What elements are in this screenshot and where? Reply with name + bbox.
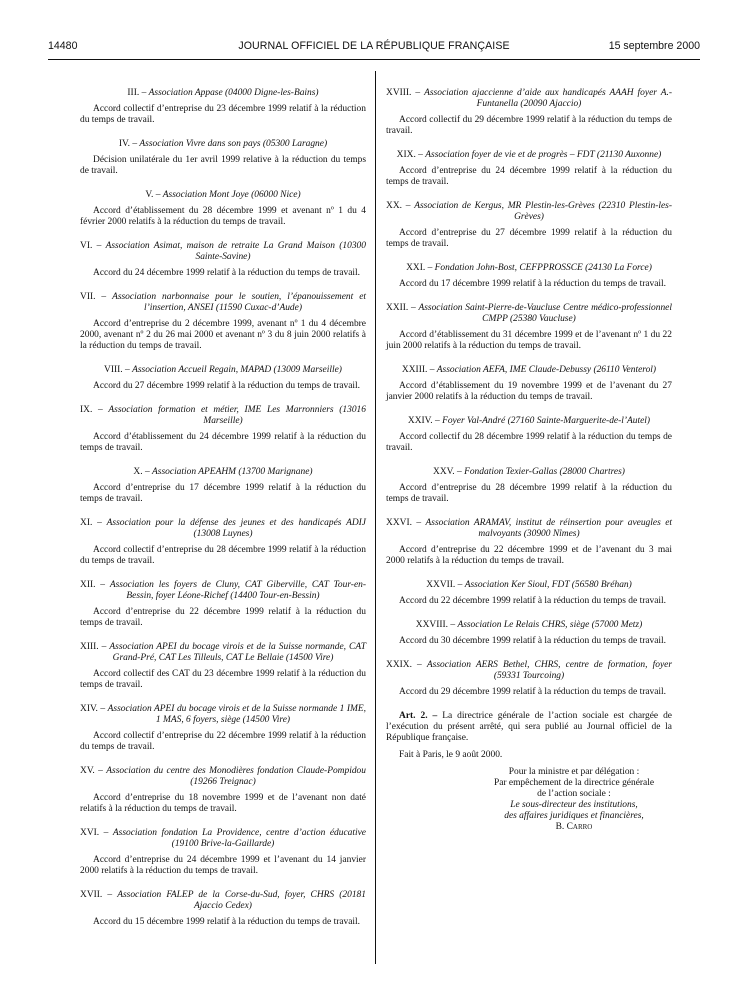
- entry-text: Accord du 17 décembre 1999 relatif à la réduction du temps de travail.: [399, 279, 667, 289]
- signature-line-3: de l’action sociale :: [537, 789, 611, 799]
- entry-text: Accord collectif d’entreprise du 28 décembre 1999 relatif à la réduction du temps de travail.: [80, 545, 366, 566]
- entry-number: III.: [127, 88, 140, 98]
- entry-text: Accord d’entreprise du 24 décembre 1999 relatif à la réduction du temps de travail.: [386, 166, 672, 187]
- entry-text: Accord d’entreprise du 17 décembre 1999 relatif à la réduction du temps de travail.: [80, 483, 366, 504]
- entry-heading: XIX. – Association foyer de vie et de progrès – FDT (21130 Auxonne): [396, 150, 662, 160]
- signature-block: [476, 767, 672, 833]
- entry-heading: XXII. – Association Saint-Pierre-de-Vaucluse Centre médico-professionnel CMPP (25380 Vaucluse): [386, 303, 672, 324]
- article-2-label: Art. 2. –: [399, 711, 438, 721]
- signature-line-4: Le sous-directeur des institutions,: [510, 800, 638, 810]
- entry-organisation: Association Le Relais CHRS, siège (57000 Metz): [457, 620, 643, 630]
- entry-number: XXV.: [433, 467, 455, 477]
- entry-heading: XIV. – Association APEI du bocage virois et de la Suisse normande 1 IME, 1 MAS, 6 foyers, siège (14500 Vire): [80, 704, 367, 725]
- entry-organisation: Association FALEP de la Corse-du-Sud, foyer, CHRS (20181 Ajaccio Cedex): [117, 890, 366, 911]
- entry-organisation: Association ajaccienne d’aide aux handicapés AAAH foyer A.-Funtanella (20090 Ajaccio): [424, 88, 673, 109]
- entry-text: Accord du 22 décembre 1999 relatif à la réduction du temps de travail.: [399, 596, 667, 606]
- decision-entry: [80, 467, 366, 505]
- entry-heading: IX. – Association formation et métier, IME Les Marronniers (13016 Marseille): [80, 405, 366, 426]
- decision-entry: [80, 580, 366, 629]
- running-header: [48, 40, 700, 56]
- entry-number: V.: [145, 190, 154, 200]
- entry-heading: XXVII. – Association Ker Sioul, FDT (56580 Bréhan): [426, 580, 632, 590]
- entry-number: XXII.: [386, 303, 409, 313]
- entry-text: Accord d’entreprise du 24 décembre 1999 et l’avenant du 14 janvier 2000 relatifs à la réduction du temps de travail.: [80, 855, 366, 876]
- entry-heading: XVIII. – Association ajaccienne d’aide aux handicapés AAAH foyer A.-Funtanella (20090 Ajaccio): [386, 88, 673, 109]
- entry-heading: VI. – Association Asimat, maison de retraite La Grand Maison (10300 Sainte-Savine): [80, 241, 366, 262]
- entry-organisation: Association Saint-Pierre-de-Vaucluse Centre médico-professionnel CMPP (25380 Vaucluse): [418, 303, 672, 324]
- entry-organisation: Association narbonnaise pour le soutien, l’épanouissement et l’insertion, ANSEI (11590 Cuxac-d’Aude): [112, 292, 367, 313]
- entry-heading: III. – Association Appase (04000 Digne-les-Bains): [127, 88, 319, 98]
- entry-number: XI.: [80, 518, 93, 528]
- entry-organisation: Association fondation La Providence, centre d’action éducative (19100 Brive-la-Gaillarde): [112, 828, 366, 849]
- decision-entry: [386, 88, 672, 137]
- decision-entry: [80, 642, 366, 691]
- entry-heading: XXVI. – Association ARAMAV, institut de réinsertion pour aveugles et malvoyants (30900 Nîmes): [386, 518, 673, 539]
- entry-number: IV.: [118, 139, 130, 149]
- entry-number: XXVIII.: [415, 620, 448, 630]
- signature-line-2: Par empêchement de la directrice générale: [493, 778, 655, 788]
- entry-heading: XIII. – Association APEI du bocage virois et de la Suisse normande, CAT Grand-Pré, CAT Les Tilleuls, CAT Le Bellaie (14500 Vire): [80, 642, 366, 663]
- decision-entry: [386, 467, 672, 505]
- header-rule: [48, 59, 700, 60]
- entry-organisation: Association Asimat, maison de retraite La Grand Maison (10300 Sainte-Savine): [105, 241, 366, 262]
- entry-text: Accord d’établissement du 24 décembre 1999 relatif à la réduction du temps de travail.: [80, 432, 366, 453]
- entry-organisation: Association APEI du bocage virois et de la Suisse normande, CAT Grand-Pré, CAT Les Tilleuls, CAT Le Bellaie (14500 Vire): [109, 642, 366, 663]
- entry-number: XX.: [386, 201, 402, 211]
- decision-entry: [80, 139, 366, 177]
- signature-line-1: Pour la ministre et par délégation :: [508, 767, 640, 777]
- journal-title: JOURNAL OFFICIEL DE LA RÉPUBLIQUE FRANÇAISE: [238, 40, 510, 52]
- entry-number: XXVII.: [426, 580, 456, 590]
- decision-entry: [80, 890, 366, 928]
- entry-heading: V. – Association Mont Joye (06000 Nice): [145, 190, 301, 200]
- entry-number: XXIII.: [401, 365, 428, 375]
- entry-organisation: Association du centre des Monodières fondation Claude-Pompidou (19266 Treignac): [106, 766, 366, 787]
- signing-place-date: Fait à Paris, le 9 août 2000.: [399, 750, 503, 760]
- entry-heading: XXV. – Fondation Texier-Gallas (28000 Chartres): [433, 467, 625, 477]
- decision-entry: [386, 580, 672, 607]
- entry-organisation: Foyer Val-André (27160 Sainte-Marguerite-de-l’Autel): [442, 416, 651, 426]
- right-column: [386, 88, 672, 833]
- entry-number: XV.: [80, 766, 95, 776]
- signature-line-5: des affaires juridiques et financières,: [504, 811, 644, 821]
- entry-heading: XII. – Association les foyers de Cluny, CAT Giberville, CAT Tour-en-Bessin, foyer Léone-Richef (14400 Tour-en-Bessin): [80, 580, 366, 601]
- entry-organisation: Association pour la défense des jeunes et des handicapés ADIJ (13008 Luynes): [106, 518, 366, 539]
- decision-entry: [386, 620, 672, 647]
- article-2: [386, 711, 672, 744]
- entry-number: XIX.: [396, 150, 416, 160]
- entry-number: X.: [133, 467, 143, 477]
- entry-organisation: Association Ker Sioul, FDT (56580 Bréhan): [464, 580, 632, 590]
- entry-heading: XXVIII. – Association Le Relais CHRS, siège (57000 Metz): [415, 620, 643, 630]
- entry-text: Accord d’entreprise du 18 novembre 1999 et de l’avenant non daté relatifs à la réduction du temps de travail.: [80, 793, 366, 814]
- entry-organisation: Association APEI du bocage virois et de la Suisse normande 1 IME, 1 MAS, 6 foyers, siège (14500 Vire): [107, 704, 367, 725]
- entry-organisation: Association Mont Joye (06000 Nice): [162, 190, 301, 200]
- entry-heading: XI. – Association pour la défense des jeunes et des handicapés ADIJ (13008 Luynes): [80, 518, 366, 539]
- entry-heading: X. – Association APEAHM (13700 Marignane): [133, 467, 313, 477]
- signatory-name: B. Carro: [555, 822, 593, 832]
- entry-number: XII.: [80, 580, 96, 590]
- decision-entry: [80, 292, 366, 352]
- entry-text: Accord du 24 décembre 1999 relatif à la réduction du temps de travail.: [93, 268, 361, 278]
- decision-entry: [80, 405, 366, 454]
- entry-heading: XVII. – Association FALEP de la Corse-du-Sud, foyer, CHRS (20181 Ajaccio Cedex): [80, 890, 366, 911]
- entry-heading: IV. – Association Vivre dans son pays (05300 Laragne): [118, 139, 328, 149]
- decision-entry: [386, 150, 672, 188]
- entry-text: Accord collectif d’entreprise du 23 décembre 1999 relatif à la réduction du temps de travail.: [80, 104, 366, 125]
- entry-heading: XX. – Association de Kergus, MR Plestin-les-Grèves (22310 Plestin-les-Grèves): [386, 201, 672, 222]
- entry-organisation: Association Accueil Regain, MAPAD (13009 Marseille): [132, 365, 342, 375]
- entry-text: Accord d’établissement du 31 décembre 1999 et de l’avenant nº 1 du 22 juin 2000 relatifs à la réduction du temps de travail.: [386, 330, 672, 351]
- entry-number: XVII.: [80, 890, 103, 900]
- entry-heading: XXI. – Fondation John-Bost, CEFPPROSSCE (24130 La Force): [406, 263, 652, 273]
- entry-organisation: Fondation Texier-Gallas (28000 Chartres): [464, 467, 625, 477]
- entry-text: Accord d’établissement du 28 décembre 1999 et avenant nº 1 du 4 février 2000 relatifs à la réduction du temps de travail.: [80, 206, 366, 227]
- entry-number: XIII.: [80, 642, 99, 652]
- entry-organisation: Association foyer de vie et de progrès – FDT (21130 Auxonne): [425, 150, 662, 160]
- decision-entry: [386, 660, 672, 698]
- decision-entry: [80, 190, 366, 228]
- entry-organisation: Association AERS Bethel, CHRS, centre de formation, foyer (59331 Tourcoing): [426, 660, 672, 681]
- decision-entry: [80, 828, 366, 877]
- entry-text: Accord collectif du 29 décembre 1999 relatif à la réduction du temps de travail.: [386, 115, 672, 136]
- decision-entry: [386, 303, 672, 352]
- entry-number: XVI.: [80, 828, 100, 838]
- entry-text: Accord d’entreprise du 2 décembre 1999, avenant nº 1 du 4 décembre 2000, avenant nº 2 du 26 mai 2000 et avenant nº 3 du 8 juin 2000 relatifs à la réduction du temps de travail.: [80, 319, 366, 351]
- entry-text: Accord du 30 décembre 1999 relatif à la réduction du temps de travail.: [399, 636, 667, 646]
- entry-number: VI.: [80, 241, 93, 251]
- column-divider: [375, 71, 376, 964]
- entry-organisation: Association Vivre dans son pays (05300 Laragne): [139, 139, 328, 149]
- entry-heading: XV. – Association du centre des Monodières fondation Claude-Pompidou (19266 Treignac): [80, 766, 366, 787]
- entry-text: Accord d’entreprise du 22 décembre 1999 et de l’avenant du 3 mai 2000 relatifs à la réduction du temps de travail.: [386, 545, 672, 566]
- article-2-text: La directrice générale de l’action sociale est chargée de l’exécution du présent arrêté, qui sera publié au Journal officiel de la République française.: [386, 711, 672, 743]
- left-column: [80, 88, 366, 941]
- entry-number: XIV.: [80, 704, 98, 714]
- decision-entry: [386, 365, 672, 403]
- entry-organisation: Association Appase (04000 Digne-les-Bains): [148, 88, 319, 98]
- decision-entry: [80, 704, 366, 753]
- entry-heading: XXIX. – Association AERS Bethel, CHRS, centre de formation, foyer (59331 Tourcoing): [386, 660, 672, 681]
- entry-number: XXI.: [406, 263, 426, 273]
- entry-organisation: Association AEFA, IME Claude-Debussy (26110 Venterol): [436, 365, 657, 375]
- entry-text: Accord collectif du 28 décembre 1999 relatif à la réduction du temps de travail.: [386, 432, 672, 453]
- decision-entry: [80, 365, 366, 392]
- decision-entry: [386, 201, 672, 250]
- entry-organisation: Association ARAMAV, institut de réinsertion pour aveugles et malvoyants (30900 Nîmes): [425, 518, 673, 539]
- decision-entry: [386, 263, 672, 290]
- entry-text: Accord d’entreprise du 27 décembre 1999 relatif à la réduction du temps de travail.: [386, 228, 672, 249]
- entry-text: Accord d’établissement du 19 novembre 1999 et de l’avenant du 27 janvier 2000 relatifs à la réduction du temps de travail.: [386, 381, 672, 402]
- entry-heading: XXIII. – Association AEFA, IME Claude-Debussy (26110 Venterol): [401, 365, 657, 375]
- entry-text: Accord d’entreprise du 28 décembre 1999 relatif à la réduction du temps de travail.: [386, 483, 672, 504]
- issue-date: 15 septembre 2000: [608, 40, 700, 52]
- decision-entry: [80, 241, 366, 279]
- entry-number: VIII.: [104, 365, 123, 375]
- entry-text: Accord d’entreprise du 22 décembre 1999 relatif à la réduction du temps de travail.: [80, 607, 366, 628]
- entry-organisation: Association APEAHM (13700 Marignane): [152, 467, 313, 477]
- entry-number: XVIII.: [386, 88, 412, 98]
- entry-number: XXVI.: [386, 518, 412, 528]
- entry-text: Accord du 27 décembre 1999 relatif à la réduction du temps de travail.: [93, 381, 361, 391]
- entry-text: Décision unilatérale du 1er avril 1999 relative à la réduction du temps de travail.: [80, 155, 366, 176]
- entry-number: XXIV.: [407, 416, 433, 426]
- entry-number: IX.: [80, 405, 93, 415]
- entry-number: XXIX.: [386, 660, 412, 670]
- decision-entry: [386, 518, 672, 567]
- decision-entry: [80, 518, 366, 567]
- right-entries: [386, 88, 672, 698]
- decision-entry: [80, 88, 366, 126]
- entry-organisation: Association de Kergus, MR Plestin-les-Grèves (22310 Plestin-les-Grèves): [414, 201, 672, 222]
- entry-heading: VII. – Association narbonnaise pour le soutien, l’épanouissement et l’insertion, ANSEI (11590 Cuxac-d’Aude): [80, 292, 367, 313]
- entry-text: Accord du 29 décembre 1999 relatif à la réduction du temps de travail.: [399, 687, 667, 697]
- entry-text: Accord collectif d’entreprise du 22 décembre 1999 relatif à la réduction du temps de travail.: [80, 731, 366, 752]
- entry-organisation: Association les foyers de Cluny, CAT Giberville, CAT Tour-en-Bessin, foyer Léone-Richef (14400 Tour-en-Bessin): [109, 580, 366, 601]
- decision-entry: [80, 766, 366, 815]
- entry-text: Accord collectif des CAT du 23 décembre 1999 relatif à la réduction du temps de travail.: [80, 669, 366, 690]
- entry-heading: VIII. – Association Accueil Regain, MAPAD (13009 Marseille): [104, 365, 342, 375]
- entry-heading: XXIV. – Foyer Val-André (27160 Sainte-Marguerite-de-l’Autel): [407, 416, 651, 426]
- entry-organisation: Fondation John-Bost, CEFPPROSSCE (24130 La Force): [434, 263, 652, 273]
- entry-number: VII.: [80, 292, 96, 302]
- decision-entry: [386, 416, 672, 454]
- entry-heading: XVI. – Association fondation La Providence, centre d’action éducative (19100 Brive-la-Gaillarde): [80, 828, 366, 849]
- page-number: 14480: [48, 40, 78, 52]
- entry-text: Accord du 15 décembre 1999 relatif à la réduction du temps de travail.: [93, 917, 361, 927]
- entry-organisation: Association formation et métier, IME Les Marronniers (13016 Marseille): [108, 405, 366, 426]
